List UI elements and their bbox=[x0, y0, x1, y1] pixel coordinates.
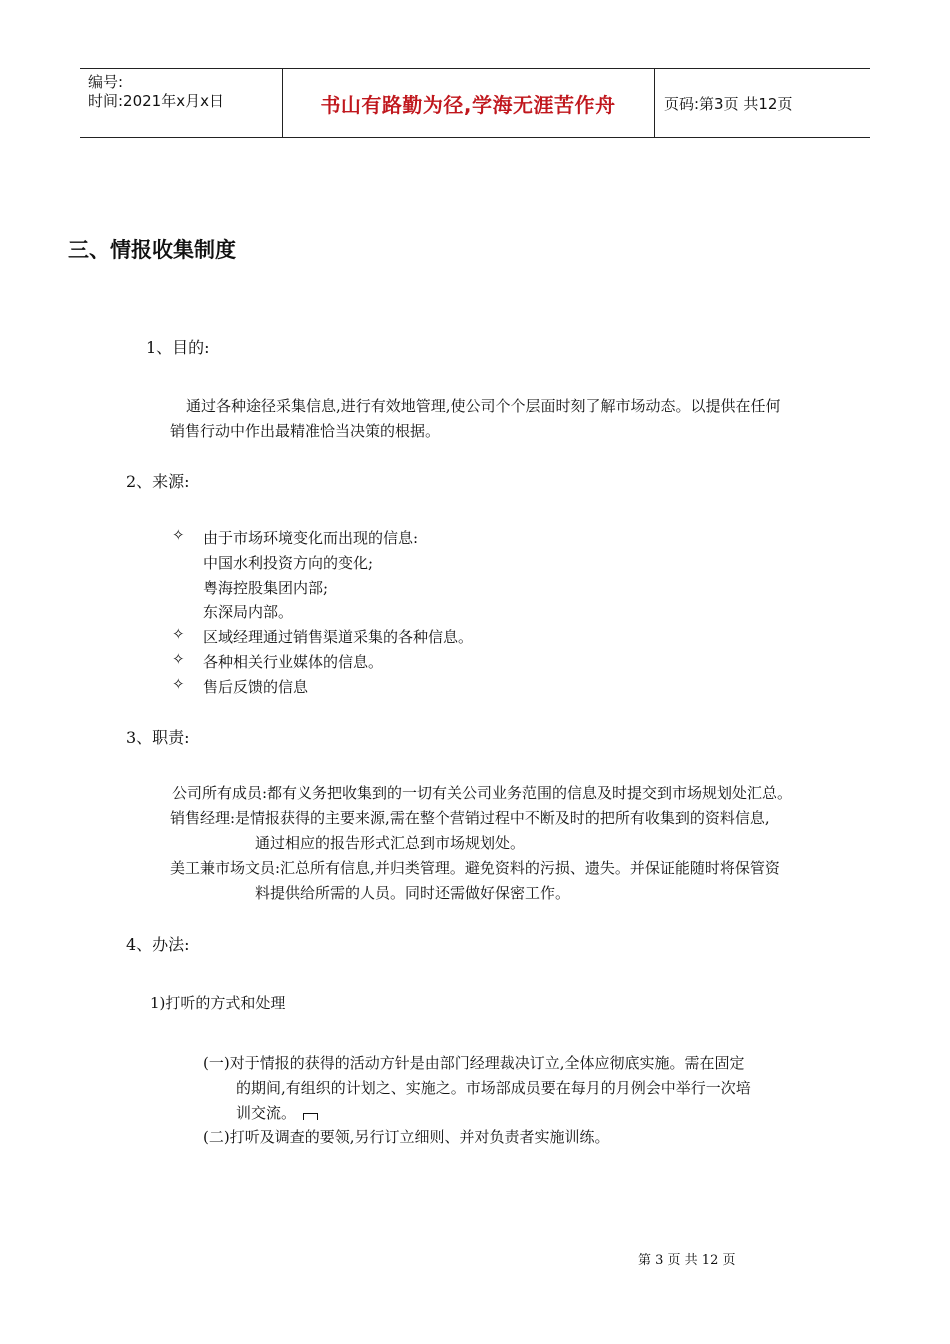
method-text-line: 训交流。 bbox=[236, 1104, 297, 1122]
bullet-diamond-icon: ✧ bbox=[172, 675, 185, 693]
purpose-heading: 1、目的: bbox=[146, 338, 210, 357]
method-heading: 4、办法: bbox=[126, 935, 190, 954]
header-divider bbox=[654, 69, 655, 137]
duty-text-line: 通过相应的报告形式汇总到市场规划处。 bbox=[255, 834, 526, 852]
source-item: 粤海控股集团内部; bbox=[203, 579, 329, 597]
header-motto: 书山有路勤为径,学海无涯苦作舟 bbox=[320, 92, 616, 117]
header-page-info: 页码:第3页 共12页 bbox=[664, 94, 793, 113]
header-table bbox=[80, 68, 870, 138]
bullet-diamond-icon: ✧ bbox=[172, 625, 185, 643]
source-item: 中国水利投资方向的变化; bbox=[203, 554, 374, 572]
method-text-line: (一)对于情报的获得的活动方针是由部门经理裁决订立,全体应彻底实施。需在固定 bbox=[203, 1054, 745, 1072]
method-text-line: 的期间,有组织的计划之、实施之。市场部成员要在每月的月例会中举行一次培 bbox=[236, 1079, 751, 1097]
method-subheading: 1)打听的方式和处理 bbox=[150, 994, 286, 1012]
source-item: 售后反馈的信息 bbox=[203, 678, 309, 696]
method-text-line: (二)打听及调查的要领,另行订立细则、并对负责者实施训练。 bbox=[203, 1128, 610, 1146]
document-time-label: 时间:2021年x月x日 bbox=[88, 92, 224, 110]
editing-mark bbox=[303, 1113, 318, 1120]
source-item: 由于市场环境变化而出现的信息: bbox=[203, 529, 419, 547]
bullet-diamond-icon: ✧ bbox=[172, 650, 185, 668]
source-item: 各种相关行业媒体的信息。 bbox=[203, 653, 384, 671]
duty-heading: 3、职责: bbox=[126, 728, 190, 747]
duty-text-line: 料提供给所需的人员。同时还需做好保密工作。 bbox=[255, 884, 571, 902]
section-title: 三、情报收集制度 bbox=[68, 238, 236, 262]
document-number-label: 编号: bbox=[88, 73, 124, 91]
header-meta bbox=[88, 73, 224, 111]
duty-text-line: 公司所有成员:都有义务把收集到的一切有关公司业务范围的信息及时提交到市场规划处汇总。 bbox=[172, 784, 793, 802]
purpose-text-line: 销售行动中作出最精准恰当决策的根据。 bbox=[170, 422, 441, 440]
purpose-text-line: 通过各种途径采集信息,进行有效地管理,使公司个个层面时刻了解市场动态。以提供在任何 bbox=[186, 397, 781, 415]
footer-page-number: 第 3 页 共 12 页 bbox=[638, 1253, 736, 1268]
source-item: 区域经理通过销售渠道采集的各种信息。 bbox=[203, 628, 474, 646]
bullet-diamond-icon: ✧ bbox=[172, 526, 185, 544]
source-item: 东深局内部。 bbox=[203, 603, 294, 621]
duty-text-line: 销售经理:是情报获得的主要来源,需在整个营销过程中不断及时的把所有收集到的资料信息, bbox=[170, 809, 770, 827]
duty-text-line: 美工兼市场文员:汇总所有信息,并归类管理。避免资料的污损、遗失。并保证能随时将保管资 bbox=[170, 859, 780, 877]
source-heading: 2、来源: bbox=[126, 472, 190, 491]
